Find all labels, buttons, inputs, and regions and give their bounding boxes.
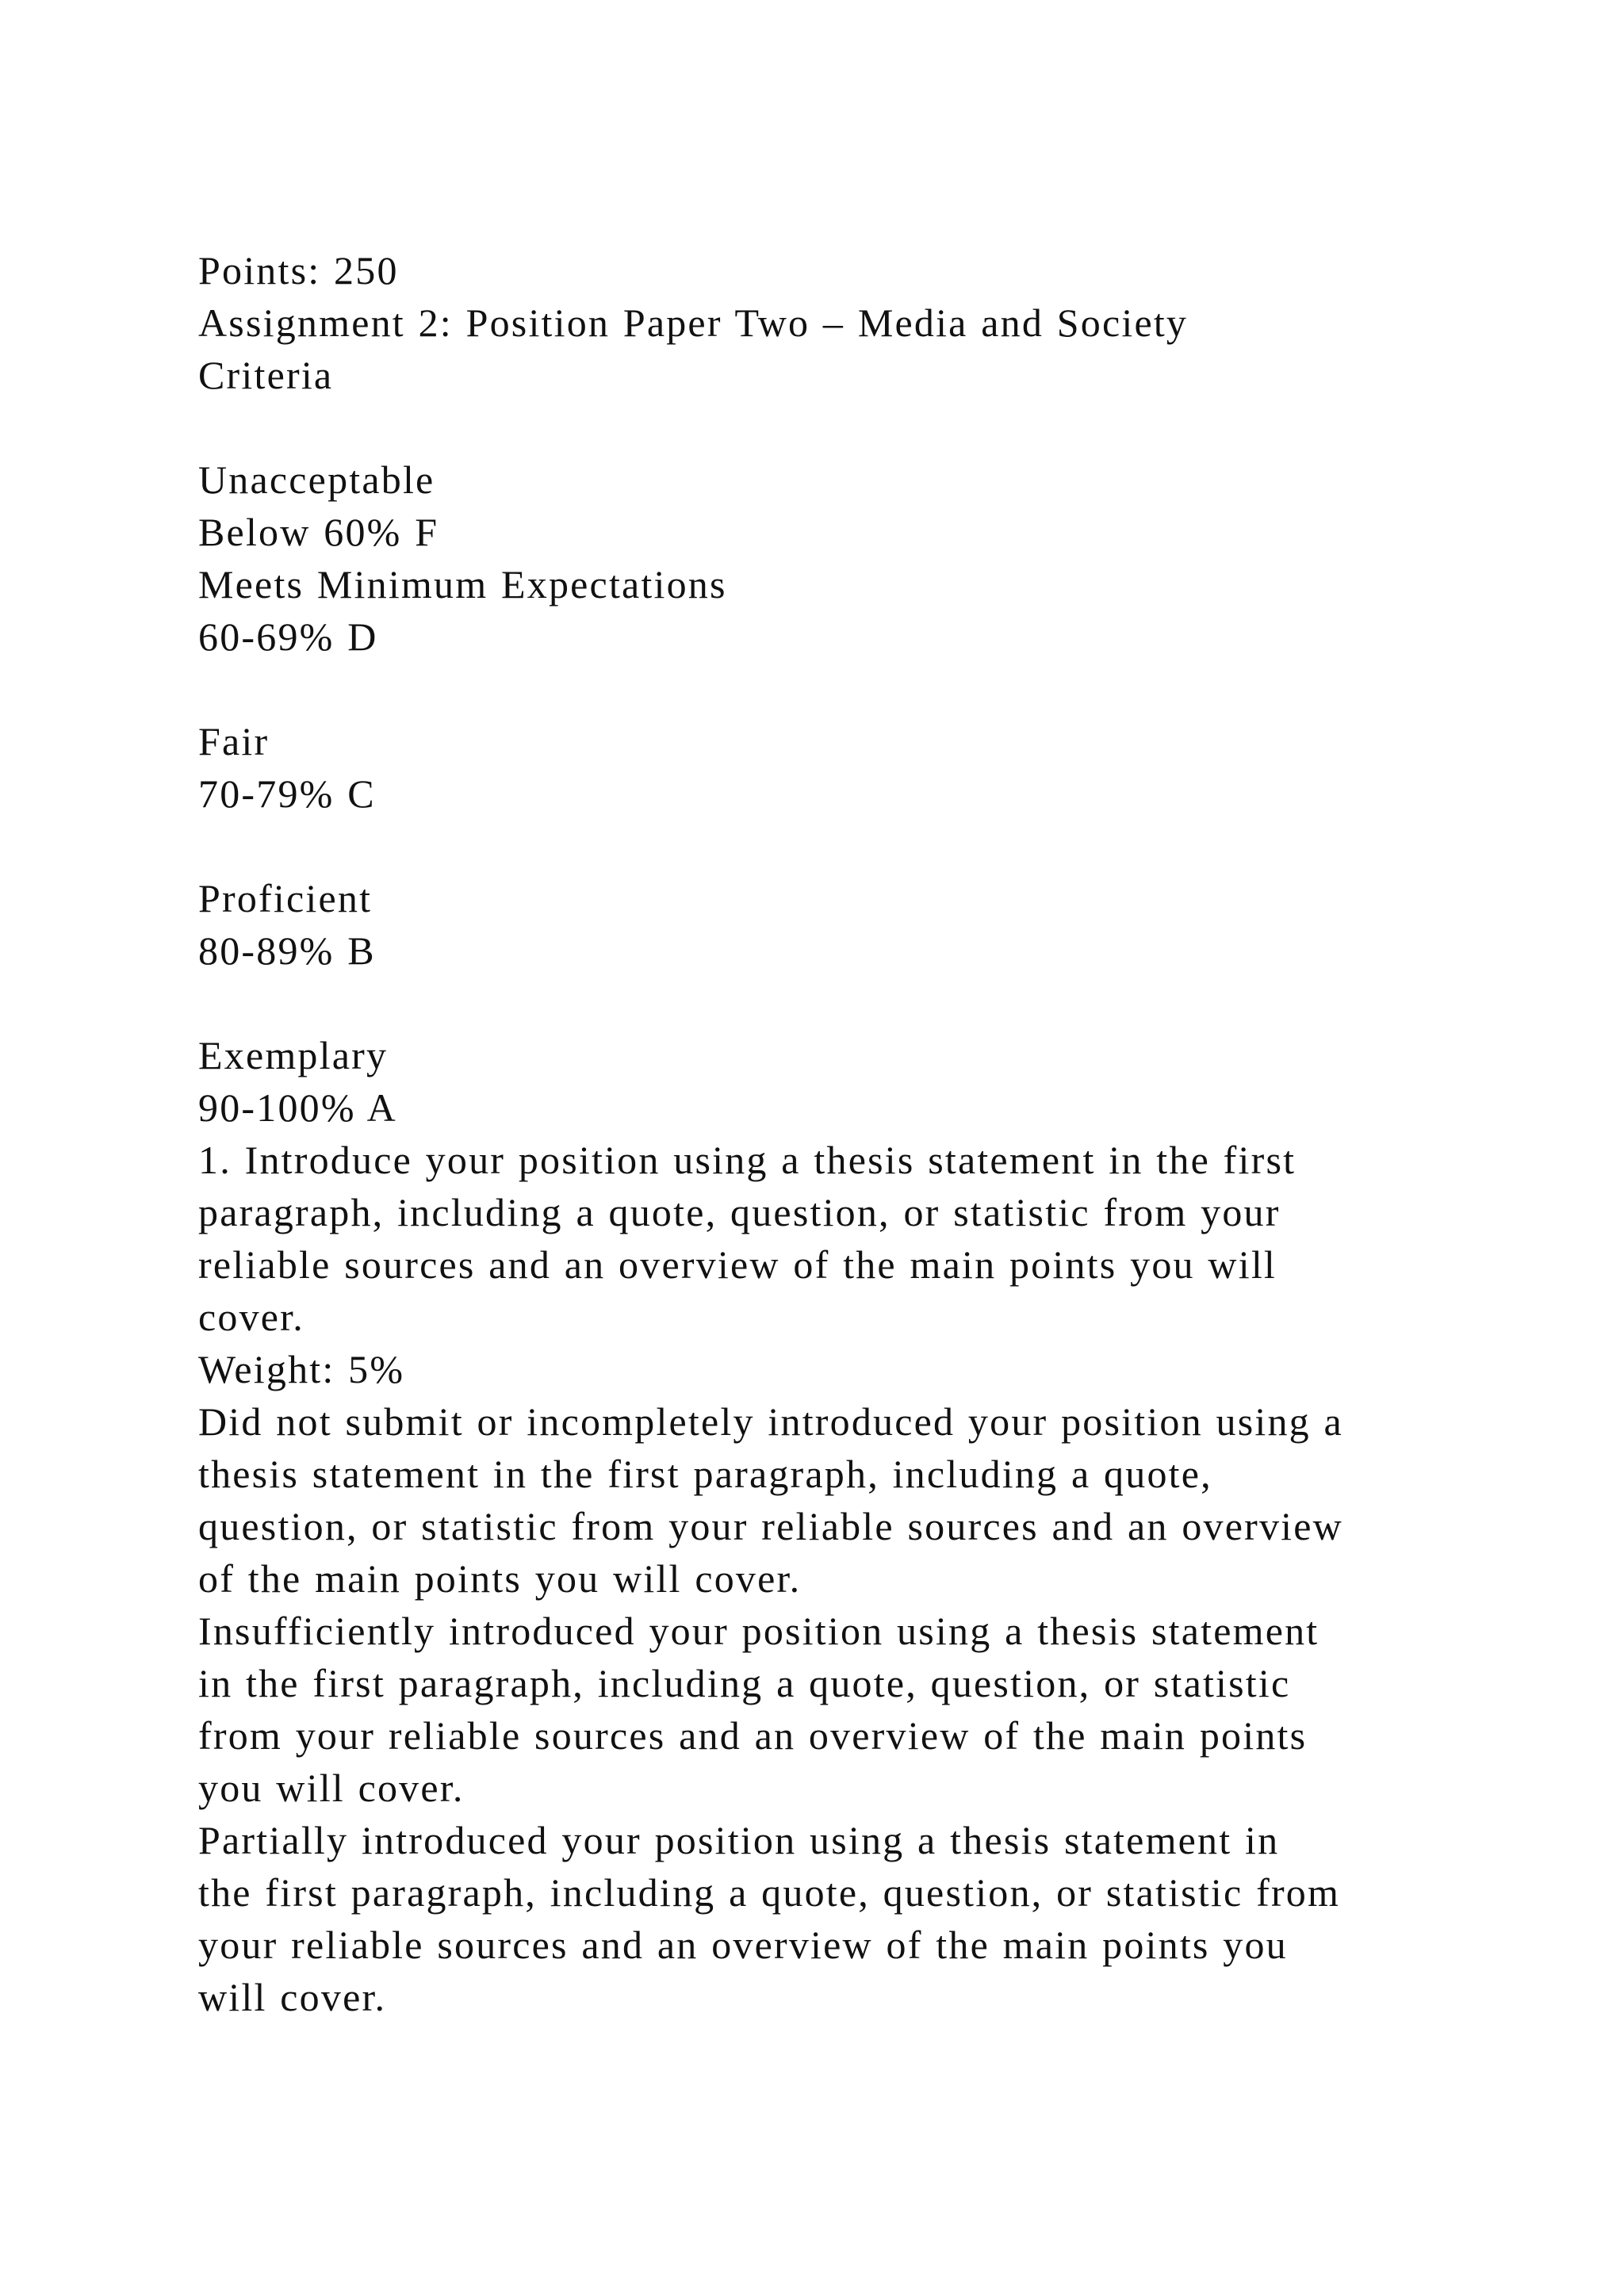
assignment-title: Assignment 2: Position Paper Two – Media and Society <box>198 300 1189 345</box>
criterion-1-text: cover. <box>198 1295 304 1339</box>
level-exemplary-range: 90-100% A <box>198 1085 397 1130</box>
blank-line <box>198 977 1530 1029</box>
criterion-1-unacceptable-desc: Did not submit or incompletely introduced your position using a <box>198 1399 1343 1444</box>
blank-line <box>198 820 1530 872</box>
level-minimum-range: 60-69% D <box>198 614 378 659</box>
criterion-1-text: 1. Introduce your position using a thesis statement in the first <box>198 1138 1297 1182</box>
level-proficient-range: 80-89% B <box>198 928 376 973</box>
level-fair-label: Fair <box>198 719 270 763</box>
blank-line <box>198 663 1530 715</box>
criterion-1-minimum-desc: from your reliable sources and an overview of the main points <box>198 1713 1308 1758</box>
criterion-1-minimum-desc: in the first paragraph, including a quote, question, or statistic <box>198 1661 1291 1705</box>
level-minimum-label: Meets Minimum Expectations <box>198 562 727 607</box>
criterion-1-weight: Weight: 5% <box>198 1347 405 1391</box>
criterion-1-fair-desc: your reliable sources and an overview of the main points you <box>198 1923 1288 1967</box>
blank-line <box>198 401 1530 453</box>
criterion-1-fair-desc: the first paragraph, including a quote, question, or statistic from <box>198 1870 1341 1915</box>
document-text <box>198 244 1530 2023</box>
criterion-1-unacceptable-desc: of the main points you will cover. <box>198 1556 802 1601</box>
criterion-1-fair-desc: will cover. <box>198 1975 387 2019</box>
criterion-1-fair-desc: Partially introduced your position using a thesis statement in <box>198 1818 1280 1862</box>
criterion-1-minimum-desc: you will cover. <box>198 1766 465 1810</box>
level-proficient-label: Proficient <box>198 876 373 920</box>
points-line: Points: 250 <box>198 248 399 293</box>
criteria-heading: Criteria <box>198 353 334 397</box>
level-exemplary-label: Exemplary <box>198 1033 389 1077</box>
level-fair-range: 70-79% C <box>198 771 376 816</box>
criterion-1-unacceptable-desc: question, or statistic from your reliable sources and an overview <box>198 1504 1343 1548</box>
criterion-1-unacceptable-desc: thesis statement in the first paragraph, including a quote, <box>198 1452 1212 1496</box>
criterion-1-text: reliable sources and an overview of the main points you will <box>198 1242 1277 1287</box>
level-unacceptable-range: Below 60% F <box>198 510 439 554</box>
criterion-1-minimum-desc: Insufficiently introduced your position using a thesis statement <box>198 1609 1320 1653</box>
criterion-1-text: paragraph, including a quote, question, or statistic from your <box>198 1190 1281 1234</box>
level-unacceptable-label: Unacceptable <box>198 457 435 502</box>
